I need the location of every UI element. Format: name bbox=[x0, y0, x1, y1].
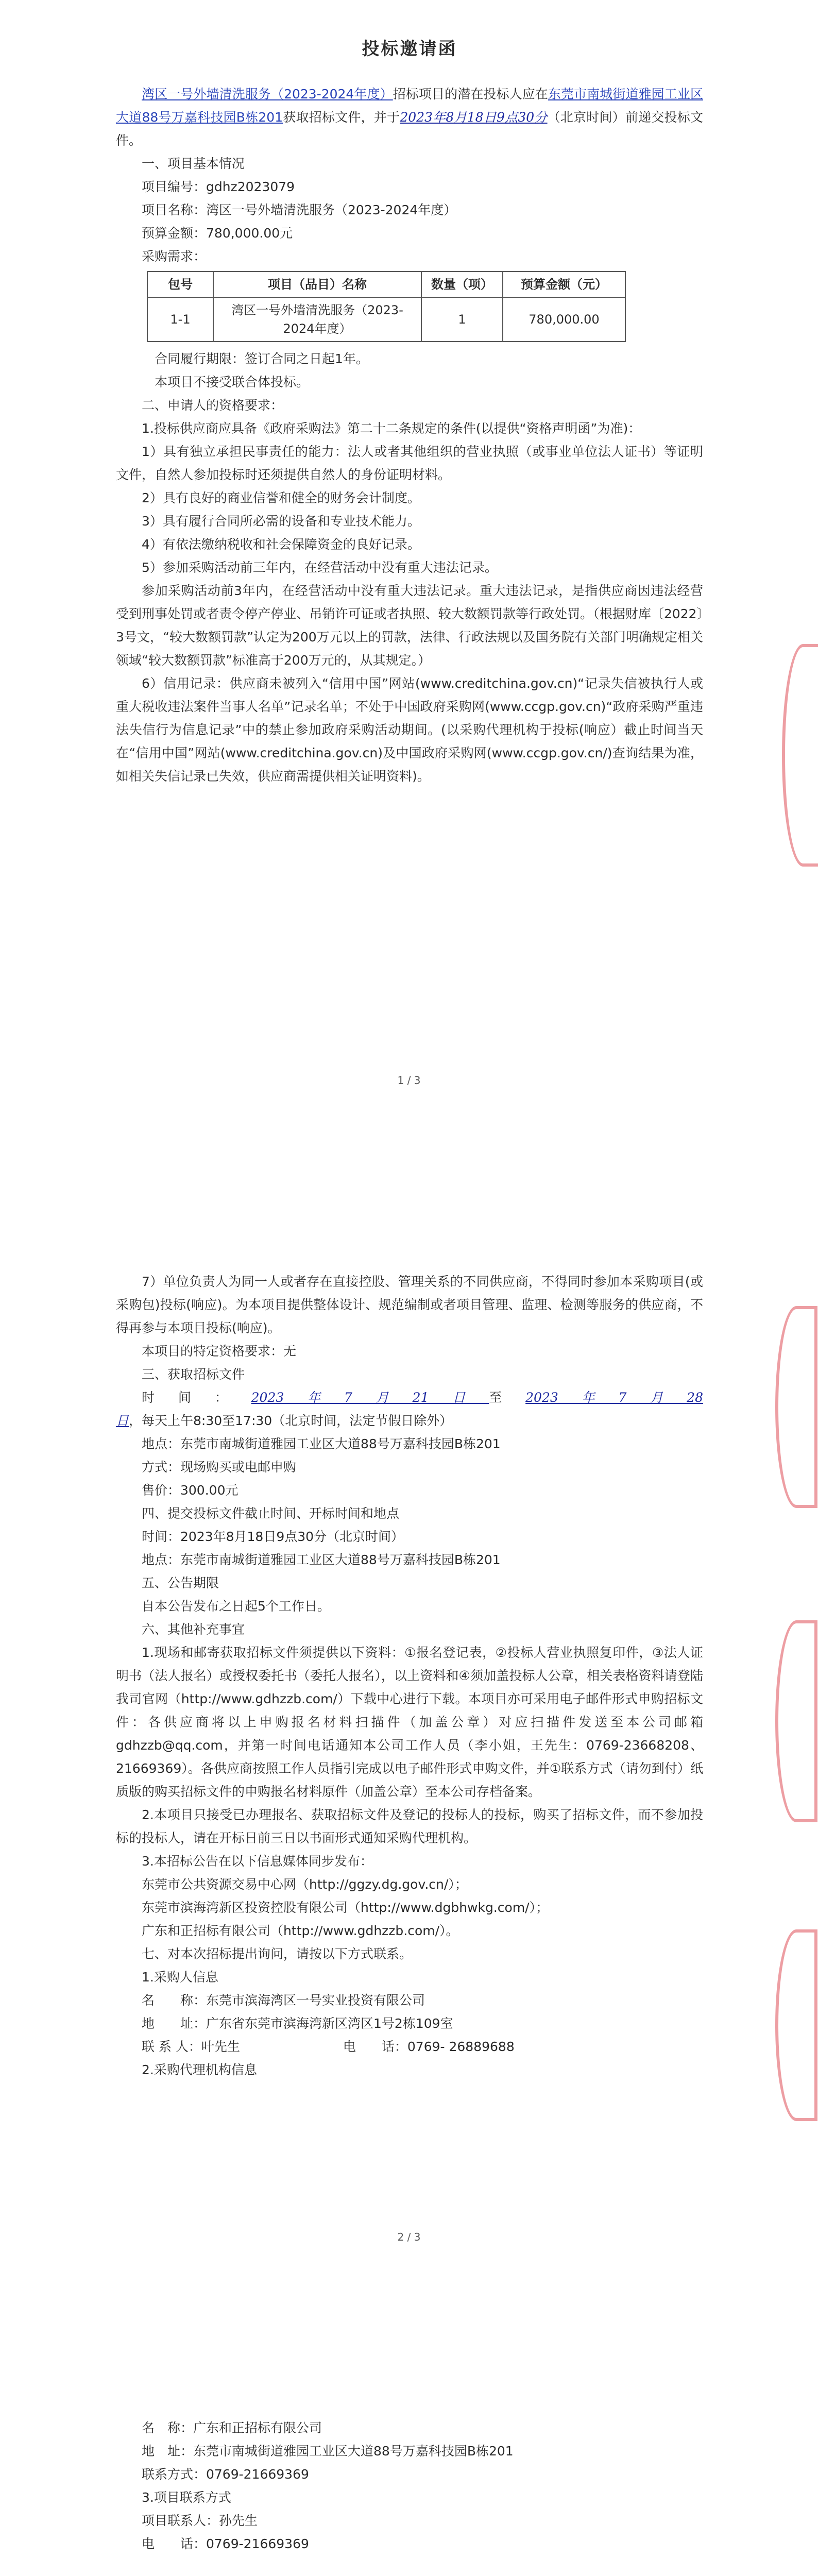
bid-opening-place: 地点：东莞市南城街道雅园工业区大道88号万嘉科技园B栋201 bbox=[142, 1552, 501, 1567]
project-contact-person: 项目联系人：孙先生 bbox=[142, 2513, 258, 2528]
project-name: 项目名称：湾区一号外墙清洗服务（2023-2024年度） bbox=[142, 202, 457, 217]
qualification-item-7: 7）单位负责人为同一人或者存在直接控股、管理关系的不同供应商，不得同时参加本采购项目(或采购包)投标(响应)。为本项目提供整体设计、规范编制或者项目管理、监理、检测等服务的供应商，不得再参与本项目投标(响应)。 bbox=[116, 1274, 703, 1335]
col-item-name: 项目（品目）名称 bbox=[213, 272, 421, 297]
section-6-heading: 六、其他补充事宜 bbox=[142, 1622, 245, 1637]
col-budget: 预算金额（元） bbox=[503, 272, 625, 297]
specific-qualification: 本项目的特定资格要求：无 bbox=[142, 1344, 297, 1359]
qualification-intro: 1.投标供应商应具备《政府采购法》第二十二条规定的条件(以提供“资格声明函”为准)： bbox=[142, 421, 641, 436]
procurement-table-header bbox=[147, 272, 625, 297]
page-2-content bbox=[116, 1270, 703, 2081]
seal-edge-mark bbox=[775, 1929, 817, 2121]
media-link-1[interactable]: 东莞市公共资源交易中心网（http://ggzy.dg.gov.cn/）； bbox=[142, 1877, 468, 1892]
buyer-contact: 联 系 人：叶先生 电 话：0769- 26889688 bbox=[142, 2039, 515, 2054]
document-title: 投标邀请函 bbox=[362, 39, 457, 59]
buyer-address: 地 址：广东省东莞市滨海湾新区湾区1号2栋109室 bbox=[142, 2016, 453, 2031]
document-page-1 bbox=[0, 0, 818, 1157]
section-4-heading: 四、提交投标文件截止时间、开标时间和地点 bbox=[142, 1506, 400, 1521]
notice-period: 自本公告发布之日起5个工作日。 bbox=[142, 1599, 330, 1614]
project-number: 项目编号：gdhz2023079 bbox=[142, 179, 295, 194]
section-7-heading: 七、对本次招标提出询问，请按以下方式联系。 bbox=[142, 1946, 413, 1961]
qualification-item-3: 3）具有履行合同所必需的设备和专业技术能力。 bbox=[142, 514, 420, 529]
document-page-3 bbox=[0, 2313, 818, 2576]
agency-info-heading: 2.采购代理机构信息 bbox=[142, 2062, 257, 2077]
supplement-1: 1.现场和邮寄获取招标文件须提供以下资料：①报名登记表，②投标人营业执照复印件，③法人证明书（法人报名）或授权委托书（委托人报名），以上资料和④须加盖投标人公章，相关表格资料请登陆我司官网（http://www.gdhzzb.com/）下载中心进行下载。本项目亦可采用电子邮件形式申购招标文件：各供应商将以上申购报名材料扫描件（加盖公章）对应扫描件发送至本公司邮箱gdhzzb@qq.com，并第一时间电话通知本公司工作人员（李小姐，王先生：0769-23668208、21669369）。各供应商按照工作人员指引完成以电子邮件形式申购文件，并①联系方式（请勿到付）纸质版的购买招标文件的申购报名材料原件（加盖公章）至本公司存档备案。 bbox=[116, 1645, 703, 1799]
obtain-start-date: 2023年7月21日 bbox=[251, 1390, 489, 1405]
col-quantity: 数量（项） bbox=[421, 272, 503, 297]
intro-middle: 招标项目的潜在投标人应在 bbox=[393, 87, 548, 101]
obtain-place: 地点：东莞市南城街道雅园工业区大道88号万嘉科技园B栋201 bbox=[142, 1436, 501, 1451]
section-2-heading: 二、申请人的资格要求： bbox=[142, 398, 284, 413]
col-package-no: 包号 bbox=[147, 272, 213, 297]
procurement-requirement-label: 采购需求： bbox=[142, 249, 207, 264]
section-1-heading: 一、项目基本情况 bbox=[142, 156, 245, 171]
media-link-2[interactable]: 东莞市滨海湾新区投资控股有限公司（http://www.dgbhwkg.com/）； bbox=[142, 1900, 549, 1915]
cell-package-no: 1-1 bbox=[147, 297, 213, 342]
obtain-time-prefix: 时间： bbox=[142, 1390, 251, 1405]
agency-address: 地 址：东莞市南城街道雅园工业区大道88号万嘉科技园B栋201 bbox=[142, 2444, 514, 2459]
page-3-content bbox=[116, 2416, 703, 2555]
cell-budget: 780,000.00 bbox=[503, 297, 625, 342]
intro-paragraph bbox=[116, 82, 703, 152]
bid-deadline-time: 时间：2023年8月18日9点30分（北京时间） bbox=[142, 1529, 404, 1544]
qualification-item-2: 2）具有良好的商业信誉和健全的财务会计制度。 bbox=[142, 490, 420, 505]
section-3-heading: 三、获取招标文件 bbox=[142, 1367, 245, 1382]
qualification-item-1: 1）具有独立承担民事责任的能力：法人或者其他组织的营业执照（或事业单位法人证书）等证明文件，自然人参加投标时还须提供自然人的身份证明材料。 bbox=[116, 444, 703, 482]
buyer-name: 名 称：东莞市滨海湾区一号实业投资有限公司 bbox=[142, 1993, 425, 2008]
seal-edge-mark bbox=[775, 1306, 817, 1508]
document-page-2 bbox=[0, 1157, 818, 2313]
contract-period: 合同履行期限：签订合同之日起1年。 bbox=[155, 351, 369, 366]
page-number: 1 / 3 bbox=[397, 1074, 421, 1087]
obtain-method: 方式：现场购买或电邮申购 bbox=[142, 1460, 297, 1475]
agency-name: 名 称：广东和正招标有限公司 bbox=[142, 2420, 322, 2435]
project-contact-heading: 3.项目联系方式 bbox=[142, 2490, 231, 2505]
intro-after-deadline: （北京时间）前递交投标文件。 bbox=[116, 110, 703, 148]
cell-item-name: 湾区一号外墙清洗服务（2023-2024年度） bbox=[213, 297, 421, 342]
budget-amount: 预算金额：780,000.00元 bbox=[142, 226, 293, 241]
agency-phone: 联系方式：0769-21669369 bbox=[142, 2467, 309, 2482]
obtain-to: 至 bbox=[489, 1390, 526, 1405]
major-violation-explanation: 参加采购活动前3年内，在经营活动中没有重大违法记录。重大违法记录，是指供应商因违法经营受到刑事处罚或者责令停产停业、吊销许可证或者执照、较大数额罚款等行政处罚。（根据财库〔2022〕3号文，“较大数额罚款”认定为200万元以上的罚款，法律、行政法规以及国务院有关部门明确规定相关领域“较大数额罚款”标准高于200万元的，从其规定。） bbox=[116, 583, 703, 668]
page-number: 2 / 3 bbox=[397, 2231, 421, 2243]
project-contact-phone: 电 话：0769-21669369 bbox=[142, 2536, 309, 2551]
buyer-info-heading: 1.采购人信息 bbox=[142, 1970, 218, 1985]
seal-edge-mark bbox=[775, 1620, 817, 1822]
obtain-price: 售价：300.00元 bbox=[142, 1483, 238, 1498]
supplement-3: 3.本招标公告在以下信息媒体同步发布： bbox=[142, 1854, 373, 1869]
intro-location: 东莞市南城街道雅园工业区大道88号万嘉科技园B栋201 bbox=[116, 87, 703, 125]
obtain-time bbox=[116, 1386, 703, 1432]
procurement-table bbox=[147, 271, 626, 342]
intro-deadline: 2023年8月18日9点30分 bbox=[400, 110, 548, 125]
obtain-end-date: 2023年7月28日 bbox=[116, 1390, 703, 1428]
section-5-heading: 五、公告期限 bbox=[142, 1575, 219, 1590]
media-link-3[interactable]: 广东和正招标有限公司（http://www.gdhzzb.com/）。 bbox=[142, 1923, 459, 1938]
table-row bbox=[147, 297, 625, 342]
qualification-item-5: 5）参加采购活动前三年内，在经营活动中没有重大违法记录。 bbox=[142, 560, 498, 575]
no-consortium-note: 本项目不接受联合体投标。 bbox=[155, 375, 310, 389]
credit-record-requirement: 6）信用记录：供应商未被列入“信用中国”网站(www.creditchina.gov.cn)“记录失信被执行人或重大税收违法案件当事人名单”记录名单；不处于中国政府采购网(www.ccgp.gov.cn)“政府采购严重违法失信行为信息记录”中的禁止参加政府采购活动期间。(以采购代理机构于投标(响应）截止时间当天在“信用中国”网站(www.creditchina.gov.cn)及中国政府采购网(www.ccgp.gov.cn/)查询结果为准，如相关失信记录已失效，供应商需提供相关证明资料)。 bbox=[116, 676, 703, 784]
intro-after-location: 获取招标文件，并于 bbox=[283, 110, 400, 125]
supplement-2: 2.本项目只接受已办理报名、获取招标文件及登记的投标人的投标，购买了招标文件，而不参加投标的投标人，请在开标日前三日以书面形式通知采购代理机构。 bbox=[116, 1807, 703, 1845]
obtain-time-suffix: ，每天上午8:30至17:30（北京时间，法定节假日除外） bbox=[129, 1413, 453, 1428]
seal-edge-mark bbox=[782, 644, 818, 867]
cell-quantity: 1 bbox=[421, 297, 503, 342]
intro-project-name: 湾区一号外墙清洗服务（2023-2024年度） bbox=[142, 87, 393, 101]
qualification-item-4: 4）有依法缴纳税收和社会保障资金的良好记录。 bbox=[142, 537, 420, 552]
page-1-content bbox=[116, 36, 703, 788]
